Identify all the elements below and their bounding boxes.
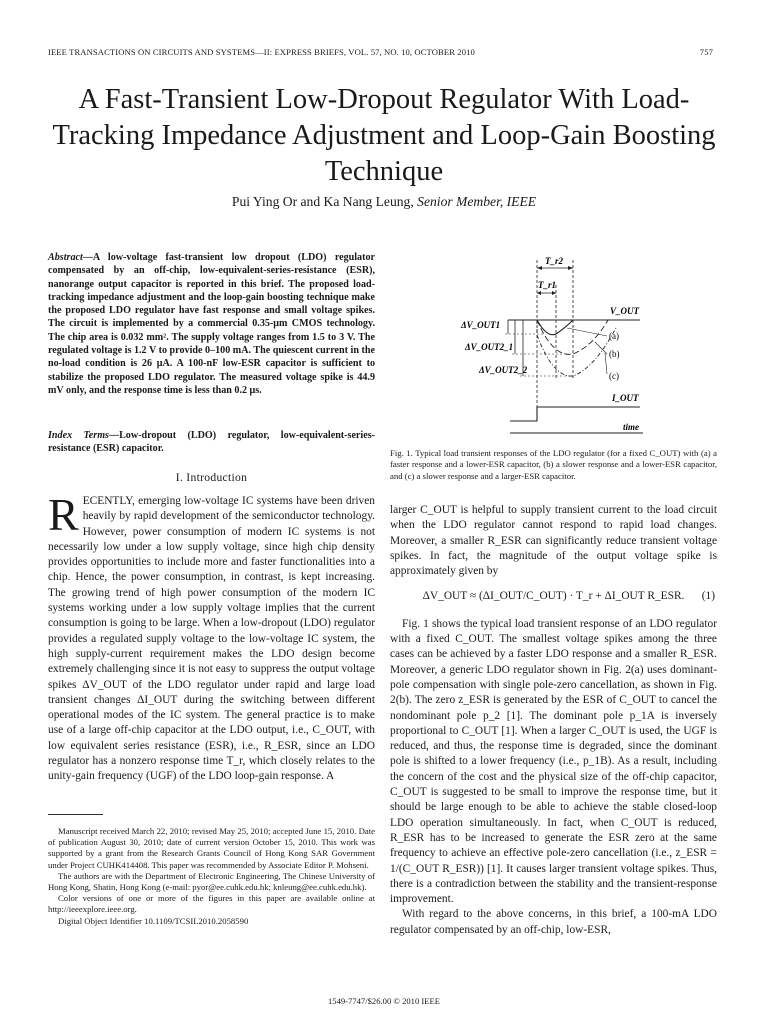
intro-text: ECENTLY, emerging low-voltage IC systems have been driven heavily by rapid development of the semiconductor technology. However, power consumption of modern IC systems is not necessarily low under a low supply voltage, since high chip density provides opportunities to include more and faster functionalities into a chip. Hence, the power consumption, in contrast, is kept increasing. The growing trend of high power consumption of the modern IC systems working under a low supply voltage implies that the current consumption is going to be large. When a low-dropout (LDO) regulator provides a regulated supply voltage to the low-voltage IC system, the high supply-current requirement makes the LDO design become extremely challenging since it is not easy to suppress the output voltage spikes ΔV_OUT of the LDO regulator under rapid and large load transient changes ΔI_OUT during the switching between different operational modes of the IC system. The general practice is to make use of a large off-chip capacitor at the LDO output, i.e., C_OUT, with low equivalent series resistance (ESR), i.e., R_ESR, since an LDO regulator has a nonzero response time T_r, which closely relates to the unity-gain frequency (UGF) of the LDO loop-gain response. A [48,495,375,783]
footnote: Manuscript received March 22, 2010; revised May 25, 2010; accepted June 15, 2010. Date of publication August 30, 2010; date of current version October 15, 2010. This work was supported by a grant from the Research Grants Council of Hong Kong SAR Government under Project CUHK414408. This paper was recommended by Associate Editor P. Mohseni. [48,826,375,870]
author-names: Pui Ying Or and Ka Nang Leung, [231,194,414,209]
figure-1-load-transient [395,250,725,445]
section-heading-introduction: I. Introduction [175,471,248,484]
vout-label: V_OUT [610,306,639,316]
dv1-label: ΔV_OUT1 [461,320,501,330]
intro-paragraph [48,489,375,785]
footnote: The authors are with the Department of Electronic Engineering, The Chinese University of Hong Kong, Shatin, Hong Kong (e-mail: pyor@ee.cuhk.edu.hk; knleung@ee.cuhk.edu.hk). [48,870,375,893]
abstract-lead: Abstract [48,252,83,263]
paragraph: larger C_OUT is helpful to supply transient current to the load circuit when the LDO regulator cannot respond to rapid load changes. Moreover, a smaller R_ESR can significantly reduce transient voltage spikes. In fact, the magnitude of the output voltage spike is approximately given by [390,504,717,578]
figure-1-caption: Fig. 1. Typical load transient responses of the LDO regulator (for a fixed C_OUT) with (a) a faster response and a lower-ESR capacitor, (b) a slower response and a lower-ESR capacitor, and (c) a slower response and a larger-ESR capacitor. [390,448,717,481]
index-terms-text: —Low-dropout (LDO) regulator, low-equivalent-series-resistance (ESR) capacitor. [48,430,375,455]
curve-b [537,320,608,354]
footnote: Digital Object Identifier 10.1109/TCSII.2010.2058590 [58,915,249,926]
drop-cap: R [48,489,79,540]
abstract [48,251,375,397]
iout-label: I_OUT [612,393,639,403]
tr1-label: T_r1 [538,280,556,290]
tr2-label: T_r2 [545,256,563,266]
label-a: (a) [609,331,619,341]
paper-title: A Fast-Transient Low-Dropout Regulator With Load-Tracking Impedance Adjustment and Loop-Gain Boosting Technique [52,84,716,187]
paragraph: With regard to the above concerns, in this brief, a 100-mA LDO regulator compensated by an off-chip, low-ESR, [390,908,717,936]
label-b: (b) [609,349,620,359]
author-membership: Senior Member, IEEE [417,194,537,209]
dv2-2-label: ΔV_OUT2_2 [479,365,528,375]
page-number: 757 [699,47,713,57]
authors [40,194,728,210]
index-terms-lead: Index Terms [48,430,109,441]
paragraph: Fig. 1 shows the typical load transient response of an LDO regulator with a fixed C_OUT. The smallest voltage spikes among the three cases can be achieved by a faster LDO response and a smaller R_ESR. Moreover, a generic LDO regulator shown in Fig. 2(a) uses dominant-pole compensation with single pole-zero cancellation, as shown in Fig. 2(b). The zero z_ESR is generated by the ESR of C_OUT to cancel the nondominant pole p_2 [1]. The dominant pole p_1A is inversely proportional to C_OUT [1]. When a larger C_OUT is used, the UGF is reduced, and thus, the response time is degraded, since the dominant pole is shifted to a lower frequency (i.e., p_1B). As a result, including the concern of the cost and the physical size of the off-chip capacitor, C_OUT is suggested to be small to improve the response time, but it should be large enough to be able to achieve the stable closed-loop LDO operation simultaneously. In fact, when C_OUT is reduced, R_ESR has to be increased to generate the ESR zero at the same frequency to achieve an effective pole-zero cancellation (i.e., z_ESR = 1/(C_OUT R_ESR)) [1]. It causes larger transient voltage spikes. Thus, there is a contradiction between the stability and the transient-response improvement. [390,617,717,906]
label-c: (c) [609,371,619,381]
footnotes [48,826,375,927]
footnote: Color versions of one or more of the figures in this paper are available online at http://ieeexplore.ieee.org. [48,893,375,915]
equation-number: (1) [701,590,715,603]
right-column-text [390,503,717,938]
journal-header: IEEE TRANSACTIONS ON CIRCUITS AND SYSTEMS—II: EXPRESS BRIEFS, VOL. 57, NO. 10, OCTOBER 2010 [48,47,475,57]
index-terms [48,429,375,456]
copyright-footer: 1549-7747/$26.00 © 2010 IEEE [327,996,441,1006]
curve-a [537,320,573,335]
abstract-text: —A low-voltage fast-transient low dropout (LDO) regulator compensated by an off-chip, low-equivalent-series-resistance (ESR), nanorange output capacitor is reported in this brief. The proposed load-tracking impedance adjustment and the loop-gain boosting technique make the proposed LDO regulator have fast response and small voltage spikes. The circuit is implemented by a commercial 0.35-μm CMOS technology. The chip area is 0.032 mm². The supply voltage ranges from 1.5 to 3 V. The regulated voltage is 1.2 V to provide 0–100 mA. The quiescent current in the no-load condition is 26 μA. A 100-nF low-ESR capacitor is sufficient to stabilize the proposed LDO regulator. The measured voltage spike is 44.9 mV only, and the response time is less than 0.2 μs. [48,252,375,396]
equation-body: ΔV_OUT ≈ (ΔI_OUT/C_OUT) · T_r + ΔI_OUT R_ESR. [422,590,685,603]
iout-step [510,407,640,421]
time-label: time [623,422,639,432]
dv2-1-label: ΔV_OUT2_1 [465,342,514,352]
equation-1 [390,589,717,604]
footnote-divider [48,814,103,815]
